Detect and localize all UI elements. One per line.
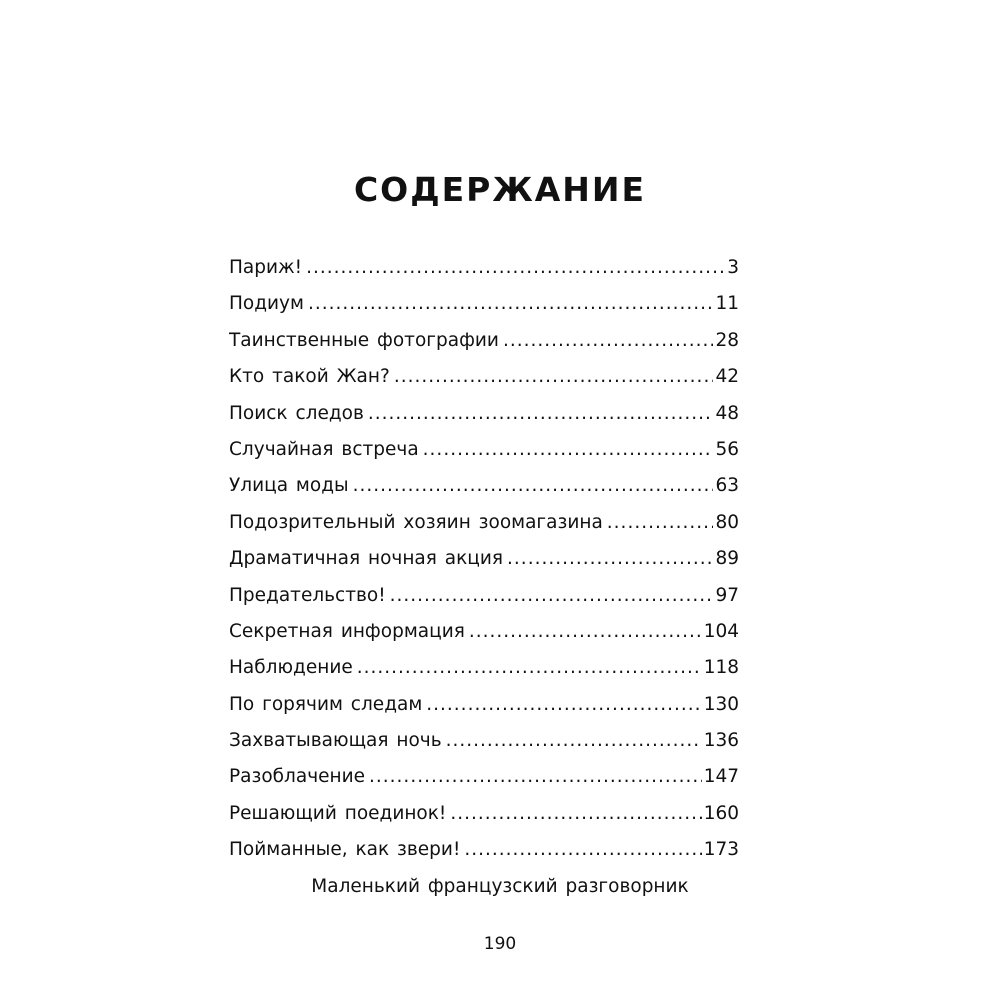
toc-entry <box>229 832 739 868</box>
toc-entry <box>229 723 739 759</box>
toc-entry-title: Захватывающая ночь <box>229 730 442 752</box>
toc-entry <box>229 796 739 832</box>
toc-entry-title: Подиум <box>229 293 304 315</box>
toc-entry-title: Подозрительный хозяин зоомагазина <box>229 511 603 533</box>
toc-entry-title: Разоблачение <box>229 766 366 788</box>
toc-entry-title: Париж! <box>229 257 303 278</box>
toc-entry <box>229 250 739 286</box>
toc-dot-leader <box>607 505 714 541</box>
toc-entry-page: 130 <box>703 693 739 715</box>
toc-entry-page: 56 <box>715 438 739 460</box>
toc-entry-page: 42 <box>715 366 739 388</box>
toc-entry-page: 97 <box>715 584 739 606</box>
toc-entry-page: 11 <box>715 293 739 315</box>
toc-dot-leader <box>368 396 714 432</box>
toc-entry-title: По горячим следам <box>229 693 423 715</box>
toc-entry-page: 28 <box>715 329 739 351</box>
toc-entry-title: Предательство! <box>229 584 386 606</box>
toc-entry-title: Драматичная ночная акция <box>229 548 504 570</box>
toc-entry <box>229 468 739 504</box>
table-of-contents <box>229 250 739 869</box>
toc-entry-title: Поиск следов <box>229 402 364 424</box>
toc-entry-page: 89 <box>715 548 739 570</box>
toc-entry-page: 147 <box>703 766 739 788</box>
toc-dot-leader <box>353 468 714 504</box>
toc-dot-leader <box>446 723 702 759</box>
toc-entry-page: 160 <box>703 802 739 824</box>
page-title: СОДЕРЖАНИЕ <box>353 170 647 209</box>
toc-entry <box>229 614 739 650</box>
toc-dot-leader <box>503 323 714 359</box>
toc-entry <box>229 286 739 322</box>
toc-entry <box>229 396 739 432</box>
toc-entry-page: 173 <box>703 839 739 861</box>
toc-entry-title: Случайная встреча <box>229 438 419 460</box>
toc-entry <box>229 578 739 614</box>
toc-dot-leader <box>306 250 725 286</box>
toc-entry-title: Таинственные фотографии <box>229 329 499 351</box>
toc-dot-leader <box>390 578 714 614</box>
toc-entry <box>229 650 739 686</box>
toc-dot-leader <box>450 796 701 832</box>
toc-dot-leader <box>426 687 701 723</box>
toc-dot-leader <box>507 541 713 577</box>
toc-entry <box>229 505 739 541</box>
toc-entry-page: 136 <box>703 730 739 752</box>
toc-entry-title: Наблюдение <box>229 657 353 679</box>
toc-entry-page: 104 <box>703 620 739 642</box>
toc-dot-leader <box>357 650 702 686</box>
toc-dot-leader <box>469 614 702 650</box>
toc-dot-leader <box>464 832 701 868</box>
toc-entry <box>229 759 739 795</box>
page-number: 190 <box>483 934 517 954</box>
toc-entry <box>229 687 739 723</box>
toc-entry <box>229 323 739 359</box>
toc-entry-page: 63 <box>715 475 739 497</box>
toc-entry-title: Пойманные, как звери! <box>229 839 461 861</box>
toc-dot-leader <box>308 286 714 322</box>
toc-entry-title: Улица моды <box>229 475 349 497</box>
toc-entry <box>229 359 739 395</box>
toc-entry-page: 118 <box>703 657 739 679</box>
toc-entry-page: 3 <box>727 257 739 278</box>
toc-dot-leader <box>394 359 714 395</box>
toc-entry-page: 80 <box>715 511 739 533</box>
toc-entry <box>229 432 739 468</box>
toc-entry-title: Решающий поединок! <box>229 802 447 824</box>
appendix-title: Маленький французский разговорник <box>311 876 689 897</box>
toc-dot-leader <box>423 432 714 468</box>
toc-entry-title: Кто такой Жан? <box>229 366 390 388</box>
toc-entry-title: Секретная информация <box>229 620 465 642</box>
toc-dot-leader <box>369 759 702 795</box>
toc-entry <box>229 541 739 577</box>
toc-entry-page: 48 <box>715 402 739 424</box>
